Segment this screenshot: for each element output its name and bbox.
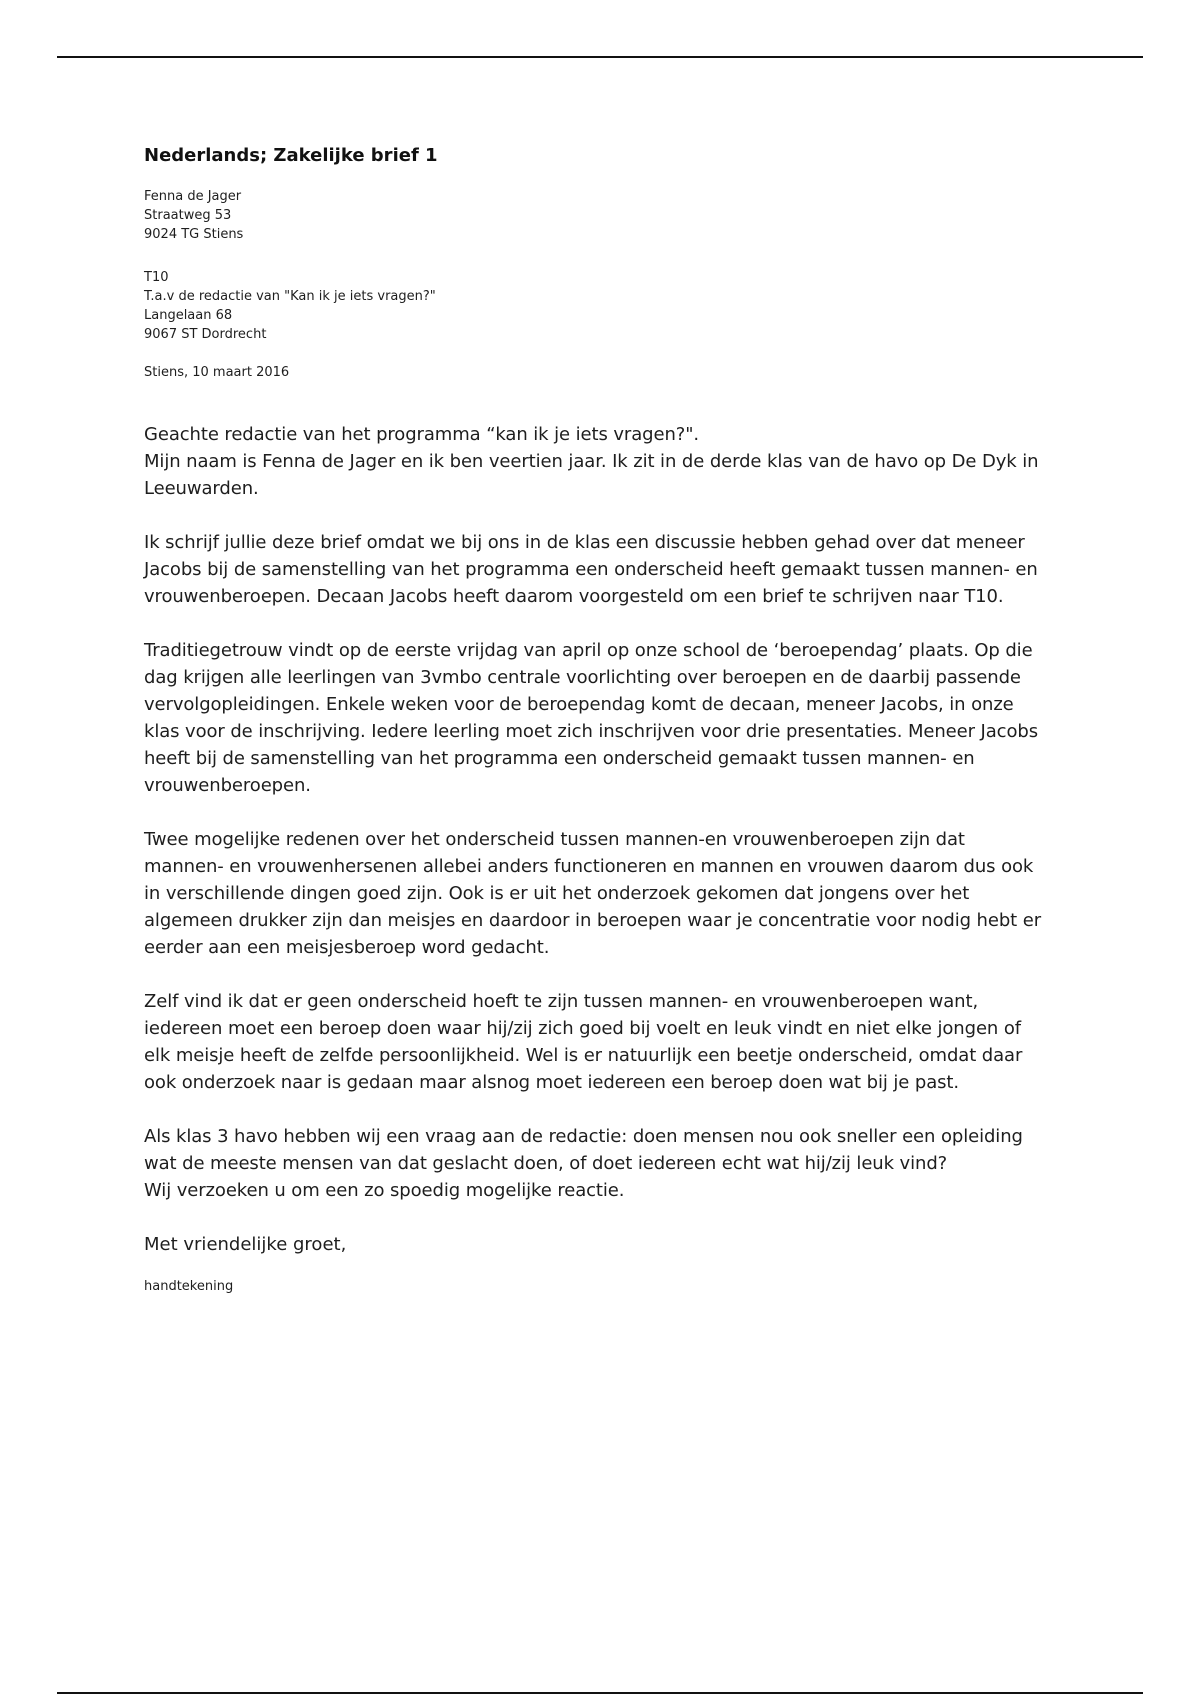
signature-placeholder: handtekening <box>144 1279 234 1294</box>
paragraph-context <box>144 637 1064 799</box>
body-line: Ik schrijf jullie deze brief omdat we bij ons in de klas een discussie hebben gehad over dat meneer <box>144 532 1025 553</box>
closing-salutation: Met vriendelijke groet, <box>144 1234 347 1255</box>
body-line: elk meisje heeft de zelfde persoonlijkheid. Wel is er natuurlijk een beetje onderscheid, omdat daar <box>144 1045 1023 1066</box>
body-line: iedereen moet een beroep doen waar hij/zij zich goed bij voelt en leuk vindt en niet elke jongen of <box>144 1018 1021 1039</box>
sender-street: Straatweg 53 <box>144 208 232 223</box>
letter-page <box>144 143 1064 1296</box>
letter-date: Stiens, 10 maart 2016 <box>144 365 290 380</box>
recipient-address <box>144 268 1064 344</box>
paragraph-greeting <box>144 421 1064 502</box>
document-title: Nederlands; Zakelijke brief 1 <box>144 145 438 166</box>
body-line: ook onderzoek naar is gedaan maar alsnog moet iedereen een beroep doen wat bij je past. <box>144 1072 959 1093</box>
sender-city: 9024 TG Stiens <box>144 227 244 242</box>
body-line: algemeen drukker zijn dan meisjes en daardoor in beroepen waar je concentratie voor nodig hebt er <box>144 910 1042 931</box>
body-line: eerder aan een meisjesberoep word gedacht. <box>144 937 550 958</box>
body-line: Twee mogelijke redenen over het onderscheid tussen mannen-en vrouwenberoepen zijn dat <box>144 829 965 850</box>
paragraph-question <box>144 1123 1064 1204</box>
body-line: Zelf vind ik dat er geen onderscheid hoeft te zijn tussen mannen- en vrouwenberoepen want, <box>144 991 979 1012</box>
paragraph-reason <box>144 529 1064 610</box>
paragraph-reasons <box>144 826 1064 961</box>
recipient-street: Langelaan 68 <box>144 308 233 323</box>
body-line: Leeuwarden. <box>144 478 259 499</box>
body-line: Geachte redactie van het programma “kan ik je iets vragen?". <box>144 424 700 445</box>
body-line: klas voor de inschrijving. Iedere leerling moet zich inschrijven voor drie presentaties. Meneer Jacobs <box>144 721 1038 742</box>
body-line: Wij verzoeken u om een zo spoedig mogelijke reactie. <box>144 1180 625 1201</box>
body-line: Jacobs bij de samenstelling van het programma een onderscheid heeft gemaakt tussen mannen- en <box>144 559 1038 580</box>
sender-address <box>144 187 1064 244</box>
body-line: wat de meeste mensen van dat geslacht doen, of doet iedereen echt wat hij/zij leuk vind? <box>144 1153 948 1174</box>
body-line: Mijn naam is Fenna de Jager en ik ben veertien jaar. Ik zit in de derde klas van de havo op De Dyk in <box>144 451 1039 472</box>
body-line: Als klas 3 havo hebben wij een vraag aan de redactie: doen mensen nou ook sneller een opleiding <box>144 1126 1023 1147</box>
body-line: vrouwenberoepen. <box>144 775 311 796</box>
body-line: in verschillende dingen goed zijn. Ook is er uit het onderzoek gekomen dat jongens over het <box>144 883 970 904</box>
top-divider <box>57 56 1143 58</box>
recipient-city: 9067 ST Dordrecht <box>144 327 267 342</box>
recipient-attention: T.a.v de redactie van "Kan ik je iets vragen?" <box>144 289 436 304</box>
body-line: heeft bij de samenstelling van het programma een onderscheid gemaakt tussen mannen- en <box>144 748 975 769</box>
body-line: vervolgopleidingen. Enkele weken voor de beroependag komt de decaan, meneer Jacobs, in onze <box>144 694 1014 715</box>
body-line: mannen- en vrouwenhersenen allebei anders functioneren en mannen en vrouwen daarom dus ook <box>144 856 1034 877</box>
body-line: dag krijgen alle leerlingen van 3vmbo centrale voorlichting over beroepen en de daarbij passende <box>144 667 1021 688</box>
bottom-divider <box>57 1692 1143 1694</box>
letter-body <box>144 421 1064 1204</box>
sender-name: Fenna de Jager <box>144 189 242 204</box>
body-line: vrouwenberoepen. Decaan Jacobs heeft daarom voorgesteld om een brief te schrijven naar T10. <box>144 586 1004 607</box>
paragraph-opinion <box>144 988 1064 1096</box>
body-line: Traditiegetrouw vindt op de eerste vrijdag van april op onze school de ‘beroependag’ plaats. Op die <box>144 640 1033 661</box>
recipient-name: T10 <box>144 270 169 285</box>
